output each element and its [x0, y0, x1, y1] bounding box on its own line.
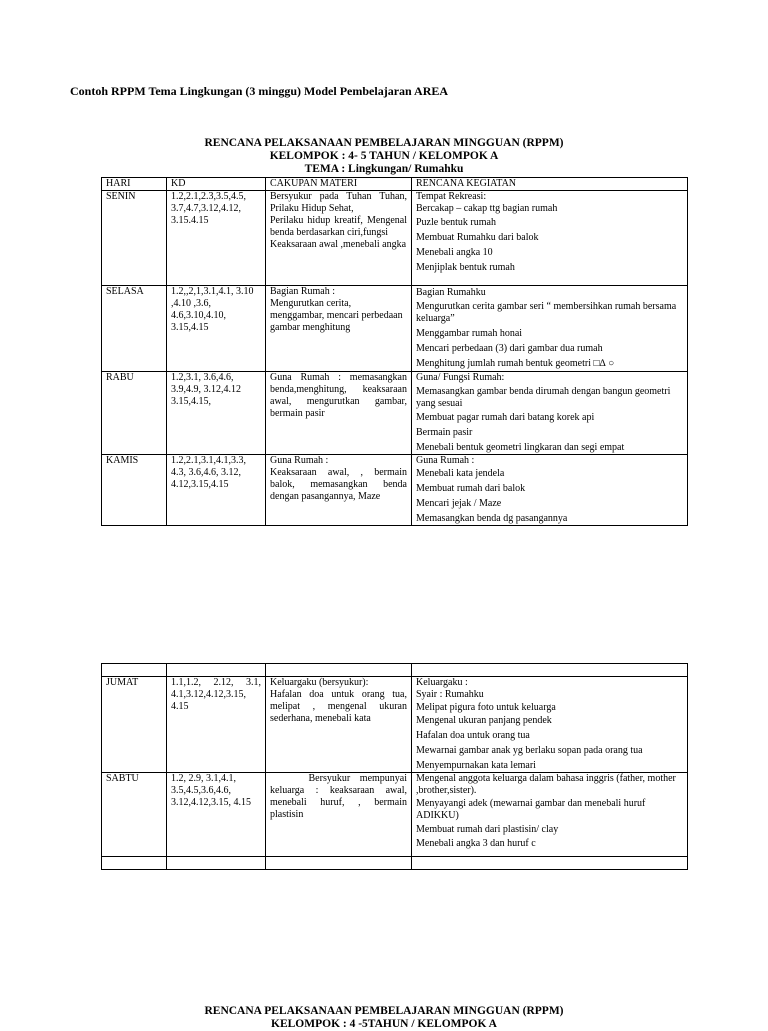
kd-cell: 1.2, 2.9, 3.1,4.1, 3.5,4.5,3.6,4.6, 3.12,4.12,3.15, 4.15	[167, 773, 266, 857]
kegiatan-item: Membuat rumah dari plastisin/ clay	[416, 824, 559, 835]
document-title: Contoh RPPM Tema Lingkungan (3 minggu) Model Pembelajaran AREA	[70, 84, 449, 98]
kegiatan-cell	[412, 191, 688, 286]
kegiatan-item: Membuat pagar rumah dari batang korek api	[416, 412, 595, 423]
materi-cell	[266, 455, 412, 526]
kegiatan-item: Menggambar rumah honai	[416, 328, 523, 339]
kegiatan-item: Menyayangi adek (mewarnai gambar dan menebali huruf ADIKKU)	[416, 798, 646, 821]
kd-cell: 1.2,3.1, 3.6,4.6, 3.9,4.9, 3.12,4.12 3.15,4.15,	[167, 372, 266, 455]
kegiatan-item: Mengenal anggota keluarga dalam bahasa inggris (father, mother ,brother,sister).	[416, 773, 676, 796]
materi-text: Perilaku hidup kreatif, Mengenal benda berdasarkan ciri,fungsi	[270, 215, 407, 238]
materi-cell	[266, 372, 412, 455]
materi-text: Keaksaraan awal ,menebali angka	[270, 239, 407, 250]
kegiatan-item: Menebali angka 10	[416, 247, 493, 258]
day-cell: JUMAT	[102, 677, 167, 773]
heading-line-2: KELOMPOK : 4- 5 TAHUN / KELOMPOK A	[269, 150, 499, 162]
materi-cell	[266, 677, 412, 773]
kegiatan-item: Guna Rumah :	[416, 455, 475, 466]
materi-cell	[266, 286, 412, 372]
table-row	[102, 191, 688, 286]
kegiatan-item: Mencari perbedaan (3) dari gambar dua rumah	[416, 343, 603, 354]
kegiatan-cell	[412, 677, 688, 773]
materi-cell	[266, 773, 412, 857]
day-cell: RABU	[102, 372, 167, 455]
kegiatan-item: Tempat Rekreasi:	[416, 191, 487, 202]
kegiatan-item: Menjiplak bentuk rumah	[416, 262, 515, 273]
kegiatan-item: Menyempurnakan kata lemari	[416, 760, 536, 771]
header-kd: KD	[167, 178, 266, 191]
kegiatan-item: Bagian Rumahku	[416, 287, 486, 298]
header-cakupan-materi: CAKUPAN MATERI	[266, 178, 412, 191]
rppm-table-week	[101, 177, 688, 526]
kd-cell: 1.1,1.2, 2.12, 3.1, 4.1,3.12,4.12,3.15, 4.15	[167, 677, 266, 773]
materi-text: Hafalan doa untuk orang tua, melipat , mengenal ukuran sederhana, menebali kata	[270, 689, 407, 724]
kegiatan-cell	[412, 286, 688, 372]
materi-text: Bersyukur pada Tuhan Tuhan, Prilaku Hidup Sehat,	[270, 191, 407, 214]
table-row	[102, 773, 688, 857]
kegiatan-item: Menghitung jumlah rumah bentuk geometri □∆ ○	[416, 358, 615, 369]
kd-cell: 1.2,2.1,2.3,3.5,4.5, 3.7,4.7,3.12,4.12, 3.15.4.15	[167, 191, 266, 286]
kegiatan-item: Membuat Rumahku dari balok	[416, 232, 539, 243]
kegiatan-item: Menebali kata jendela	[416, 468, 505, 479]
day-cell: SABTU	[102, 773, 167, 857]
kegiatan-item: Memasangkan benda dg pasangannya	[416, 513, 568, 524]
day-cell: SELASA	[102, 286, 167, 372]
rppm-heading	[0, 137, 768, 176]
heading-line-1: RENCANA PELAKSANAAN PEMBELAJARAN MINGGUAN (RPPM)	[204, 137, 564, 149]
kegiatan-item: Mengurutkan cerita gambar seri “ membersihkan rumah bersama keluarga”	[416, 301, 677, 324]
table-row	[102, 677, 688, 773]
kegiatan-item: Mencari jejak / Maze	[416, 498, 502, 509]
kegiatan-item: Bercakap – cakap ttg bagian rumah	[416, 203, 558, 214]
table-row-empty	[102, 664, 688, 677]
kegiatan-item: Syair : Rumahku	[416, 689, 484, 700]
kegiatan-item: Bermain pasir	[416, 427, 473, 438]
materi-text: Keaksaraan awal, , bermain balok, memasangkan benda dengan pasangannya, Maze	[270, 467, 407, 502]
header-rencana-kegiatan: RENCANA KEGIATAN	[412, 178, 688, 191]
materi-cell	[266, 191, 412, 286]
kegiatan-item: Memasangkan gambar benda dirumah dengan bangun geometri yang sesuai	[416, 386, 671, 409]
materi-text: Mengurutkan cerita, menggambar, mencari perbedaan gambar menghitung	[270, 298, 403, 333]
heading-line-3: TEMA : Lingkungan/ Rumahku	[304, 163, 464, 175]
table-row-empty	[102, 857, 688, 870]
kegiatan-item: Mewarnai gambar anak yg berlaku sopan pada orang tua	[416, 745, 643, 756]
materi-text: Keluargaku (bersyukur):	[270, 677, 369, 688]
kegiatan-item: Menebali angka 3 dan huruf c	[416, 838, 536, 849]
header-hari: HARI	[102, 178, 167, 191]
footer-heading-line-1: RENCANA PELAKSANAAN PEMBELAJARAN MINGGUAN (RPPM)	[204, 1005, 564, 1017]
next-rppm-heading	[0, 1005, 768, 1031]
day-cell: SENIN	[102, 191, 167, 286]
day-cell: KAMIS	[102, 455, 167, 526]
kegiatan-item: Keluargaku :	[416, 677, 468, 688]
kegiatan-item: Melipat pigura foto untuk keluarga	[416, 702, 556, 713]
table-row	[102, 372, 688, 455]
kegiatan-cell	[412, 372, 688, 455]
materi-text: Guna Rumah : memasangkan benda,menghitung, keaksaraan awal, mengurutkan gambar, bermain pasir	[270, 372, 407, 419]
kegiatan-item: Menebali bentuk geometri lingkaran dan segi empat	[416, 442, 625, 453]
kegiatan-item: Puzle bentuk rumah	[416, 217, 496, 228]
kegiatan-item: Hafalan doa untuk orang tua	[416, 730, 530, 741]
materi-text: Bagian Rumah :	[270, 286, 335, 297]
kegiatan-cell	[412, 455, 688, 526]
table-row	[102, 286, 688, 372]
table-row	[102, 455, 688, 526]
materi-text: Bersyukur mempunyai keluarga : keaksaraan awal, menebali huruf, , bermain plastisin	[270, 773, 410, 820]
kd-cell: 1.2,2.1,3.1,4.1,3.3, 4.3, 3.6,4.6, 3.12, 4.12,3.15,4.15	[167, 455, 266, 526]
materi-text: Guna Rumah :	[270, 455, 329, 466]
kegiatan-item: Mengenal ukuran panjang pendek	[416, 715, 552, 726]
kd-cell: 1.2,,2,1,3.1,4.1, 3.10 ,4.10 ,3.6, 4.6,3.10,4.10, 3.15,4.15	[167, 286, 266, 372]
kegiatan-item: Membuat rumah dari balok	[416, 483, 526, 494]
footer-heading-line-2: KELOMPOK : 4 -5TAHUN / KELOMPOK A	[271, 1018, 497, 1030]
table-header-row	[102, 178, 688, 191]
rppm-table-continued	[101, 663, 688, 870]
kegiatan-item: Guna/ Fungsi Rumah:	[416, 372, 505, 383]
kegiatan-cell	[412, 773, 688, 857]
